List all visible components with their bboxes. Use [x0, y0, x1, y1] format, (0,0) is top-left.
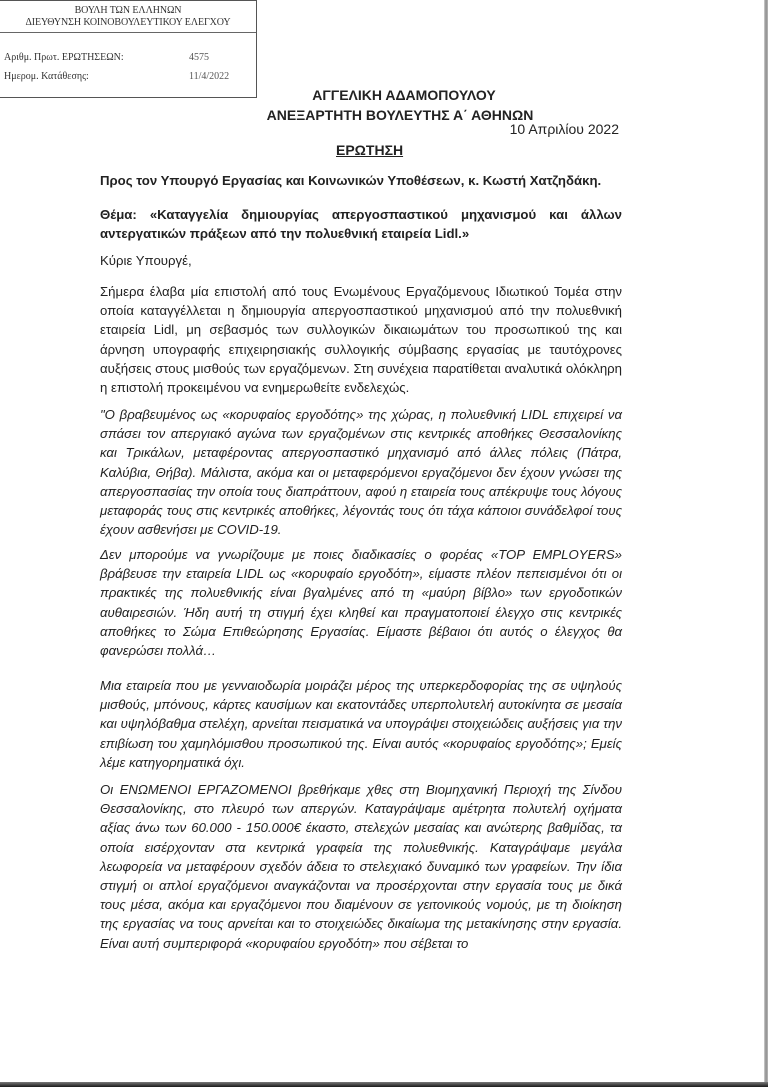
recipient-line: Προς τον Υπουργό Εργασίας και Κοινωνικών Υποθέσεων, κ. Κωστή Χατζηδάκη.	[100, 173, 602, 188]
sender-block	[250, 85, 550, 125]
stamp-institution: ΒΟΥΛΗ ΤΩΝ ΕΛΛΗΝΩΝ	[74, 5, 182, 16]
protocol-number: 4575	[189, 52, 209, 63]
sender-name: ΑΓΓΕΛΙΚΗ ΑΔΑΜΟΠΟΥΛΟΥ	[312, 87, 496, 103]
quoted-paragraph-1: "Ο βραβευμένος ως «κορυφαίος εργοδότης» της χώρας, η πολυεθνική LIDL επιχειρεί να σπάσει τον απεργιακό αγώνα των εργαζομένων στις κεντρικές αποθήκες Θεσσαλονίκης και Τρικάλων, μεταφέροντας απεργοσπαστικό μηχανισμό από άλλες πόλεις (Πάτρα, Καλύβια, Θήβα). Μάλιστα, ακόμα και οι μεταφερόμενοι εργαζόμενοι δεν έχουν γνώσει της απεργοσπασίας την οποία τους διαπράττουν, αφού η εταιρεία τους απέκρυψε τους λόγους μεταφοράς τους στις κεντρικές αποθήκες, λέγοντάς τους ότι τάχα κάποιοι συνάδελφοί τους έχουν ασθενήσει με COVID-19.	[100, 407, 622, 538]
salutation: Κύριε Υπουργέ,	[100, 253, 192, 268]
stamp-protocol-row	[4, 52, 244, 63]
subject-line: Θέμα: «Καταγγελία δημιουργίας απεργοσπαστικού μηχανισμού και άλλων αντεργατικών πράξεων από την πολυεθνική εταιρεία Lidl.»	[100, 207, 622, 242]
sender-title: ΑΝΕΞΑΡΤΗΤΗ ΒΟΥΛΕΥΤΗΣ Α΄ ΑΘΗΝΩΝ	[266, 107, 534, 123]
registration-stamp	[0, 0, 257, 98]
protocol-label: Αριθμ. Πρωτ. ΕΡΩΤΗΣΕΩΝ:	[4, 52, 124, 63]
stamp-department: ΔΙΕΥΘΥΝΣΗ ΚΟΙΝΟΒΟΥΛΕΥΤΙΚΟΥ ΕΛΕΓΧΟΥ	[25, 17, 231, 28]
quoted-paragraph-2: Δεν μπορούμε να γνωρίζουμε με ποιες διαδικασίες ο φορέας «TOP EMPLOYERS» βράβευσε την εταιρεία LIDL ως «κορυφαίο εργοδότη», είμαστε πλέον πεπεισμένοι ότι οι πρακτικές της πολυεθνικής είναι βγαλμένες από τη «μαύρη βίβλο» των εργοδοτικών αυθαιρεσιών. Ήδη αυτή τη στιγμή έχει κληθεί και πραγματοποιεί έλεγχο στις κεντρικές αποθήκες το Σώμα Επιθεώρησης Εργασίας. Είμαστε βέβαιοι ότι αυτός ο έλεγχος θα φανερώσει πολλά…	[100, 547, 622, 659]
document-heading: ΕΡΩΤΗΣΗ	[336, 142, 404, 158]
page-bottom-edge	[0, 1082, 768, 1087]
filing-date-label: Ημερομ. Κατάθεσης:	[4, 71, 89, 82]
quoted-paragraph-4: Οι ΕΝΩΜΕΝΟΙ ΕΡΓΑΖΟΜΕΝΟΙ βρεθήκαμε χθες στη Βιομηχανική Περιοχή της Σίνδου Θεσσαλονίκης, στο πλευρό των απεργών. Καταγράψαμε αμέτρητα πολυτελή οχήματα αξίας άνω των 60.000 - 150.000€ έκαστο, στελεχών μεσαίας και ανώτερης βαθμίδας, τα οποία εισέρχονταν στα κεντρικά γραφεία της πολυεθνικής. Καταγράψαμε μεγάλα λεωφορεία να μεταφέρουν σχεδόν άδεια το στελεχιακό δυναμικό των γραφείων. Την ίδια στιγμή οι απλοί εργαζόμενοι αναγκάζονται να προσέρχονται στην εργασία τους με δικά τους μέσα, ακόμα και εργαζόμενοι που διαμένουν σε γειτονικούς νομούς, με τη διοίκηση της εργασίας να τους αρνείται και το στοιχειώδες δικαίωμα της μετακίνησης στην εργασία. Είναι αυτή συμπεριφορά «κορυφαίου εργοδότη» που σέβεται το	[100, 782, 622, 951]
filing-date: 11/4/2022	[189, 71, 230, 82]
quoted-paragraph-3: Μια εταιρεία που με γενναιοδωρία μοιράζει μέρος της υπερκερδοφορίας της σε υψηλούς μισθούς, μπόνους, κάρτες καυσίμων και εκατοντάδες υπερπολυτελή αυτοκίνητα σε μεσαία και υψηλόβαθμα στελέχη, αρνείται πεισματικά να υπογράψει στοιχειώδεις αυξήσεις για την επιβίωση του χαμηλόμισθου προσωπικού της. Είναι αυτός «κορυφαίος εργοδότης»; Εμείς λέμε κατηγορηματικά όχι.	[100, 678, 622, 770]
stamp-date-row	[4, 71, 244, 82]
document-date: 10 Απριλίου 2022	[509, 121, 619, 137]
page-right-edge	[764, 0, 768, 1087]
intro-paragraph: Σήμερα έλαβα μία επιστολή από τους Ενωμένους Εργαζόμενους Ιδιωτικού Τομέα στην οποία καταγγέλλεται η δημιουργία απεργοσπαστικού μηχανισμού από την πολυεθνική εταιρεία Lidl, μη σεβασμός των συλλογικών δικαιωμάτων του προσωπικού της και άρνηση υπογραφής επιχειρησιακής συλλογικής σύμβασης εργασίας με ταυτόχρονες αυξήσεις στους μισθούς των εργαζόμενων. Στη συνέχεια παρατίθεται αναλυτικά ολόκληρη η επιστολή προκειμένου να ενημερωθείτε ενδελεχώς.	[100, 284, 622, 396]
stamp-header	[0, 1, 256, 33]
